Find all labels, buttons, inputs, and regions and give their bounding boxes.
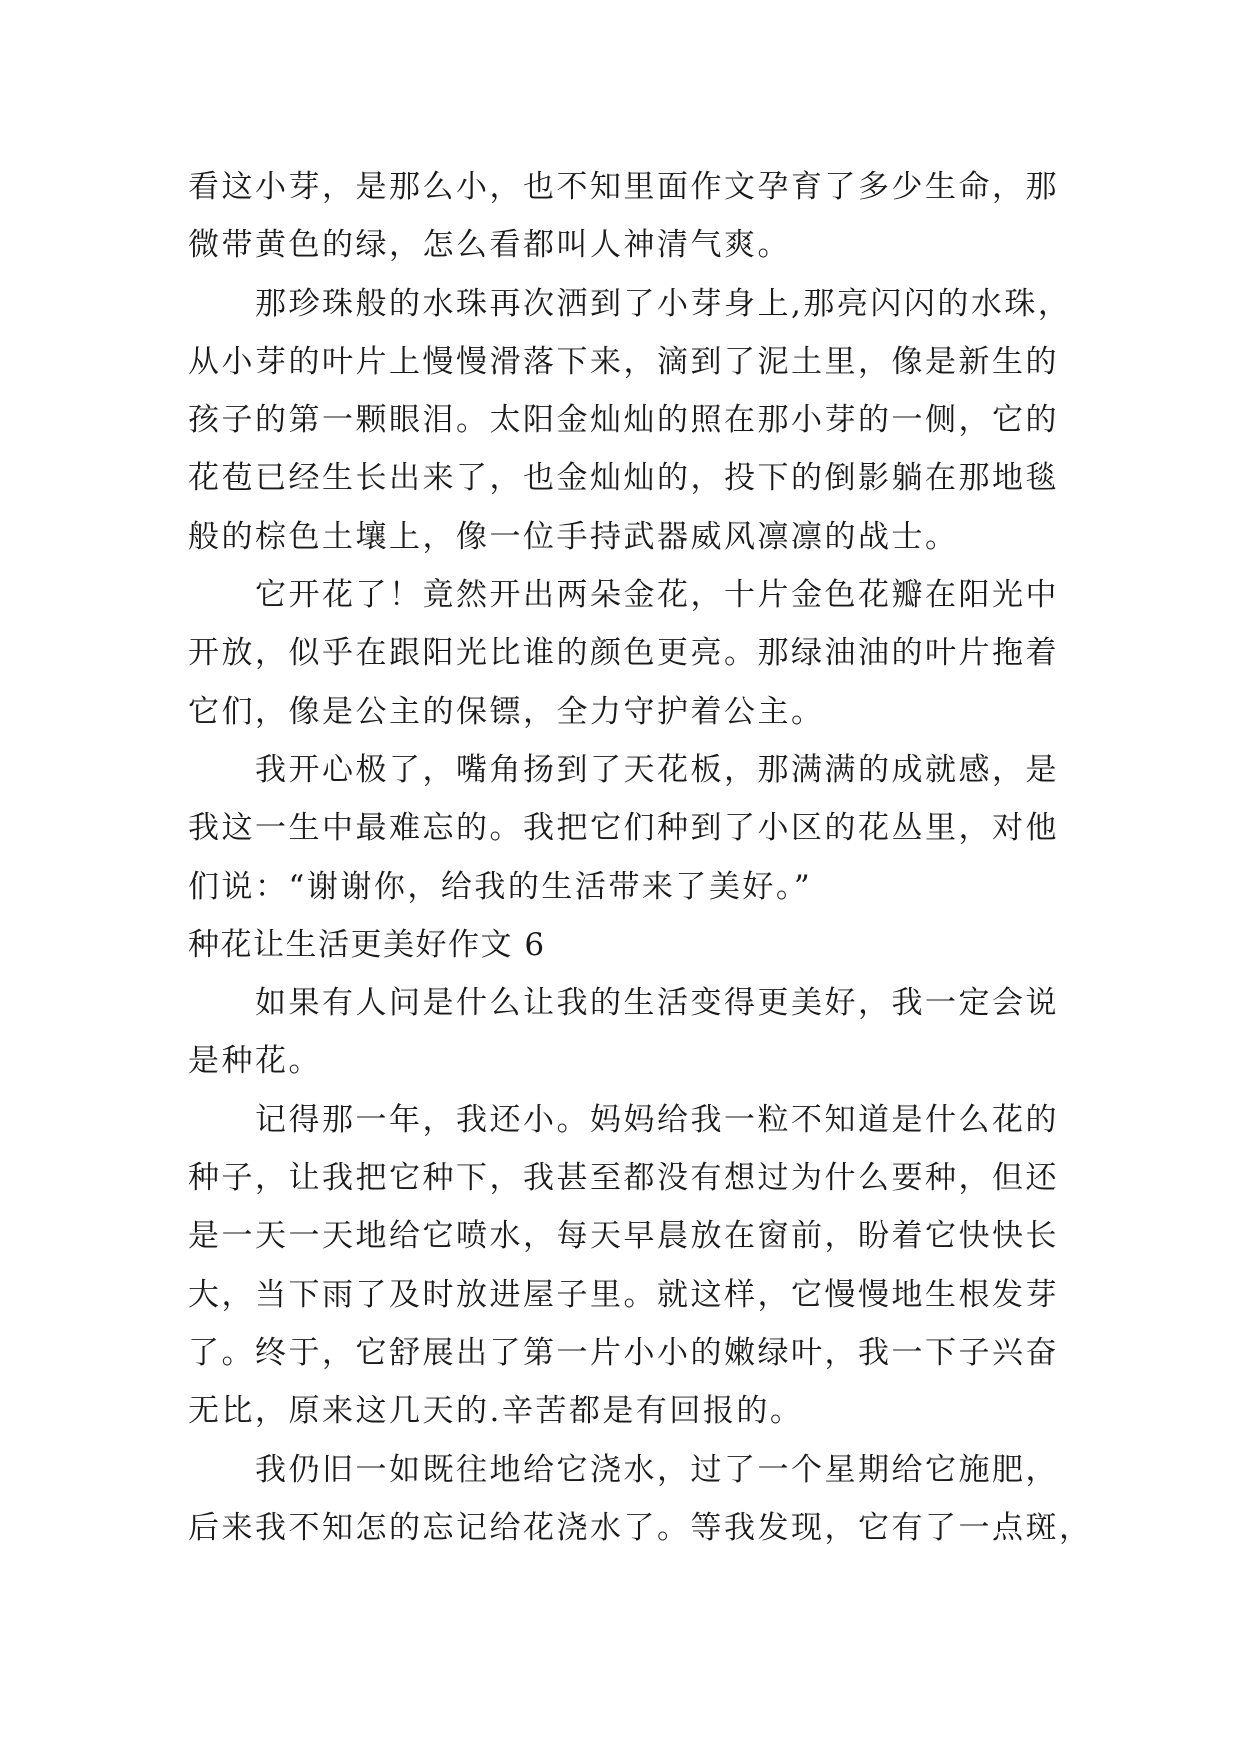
paragraph-start-line: 它开花了！竟然开出两朵金花，十片金色花瓣在阳光中 (255, 577, 1059, 614)
text-line: 是种花。 (188, 1043, 322, 1080)
paragraph-start-line: 我仍旧一如既往地给它浇水，过了一个星期给它施肥， (255, 1451, 1059, 1488)
text-line: 微带黄色的绿，怎么看都叫人神清气爽。 (188, 227, 791, 264)
text-line: 种子，让我把它种下，我甚至都没有想过为什么要种，但还 (188, 1160, 1059, 1197)
text-line: 大，当下雨了及时放进屋子里。就这样，它慢慢地生根发芽 (188, 1276, 1059, 1313)
text-line: 般的棕色土壤上，像一位手持武器威风凛凛的战士。 (188, 518, 959, 555)
paragraph-start-line: 那珍珠般的水珠再次洒到了小芽身上,那亮闪闪的水珠， (255, 285, 1072, 322)
paragraph-start-line: 我开心极了，嘴角扬到了天花板，那满满的成就感，是 (255, 751, 1059, 788)
text-line: 孩子的第一颗眼泪。太阳金灿灿的照在那小芽的一侧，它的 (188, 402, 1059, 439)
text-line: 是一天一天地给它喷水，每天早晨放在窗前，盼着它快快长 (188, 1218, 1059, 1255)
text-line: 后来我不知怎的忘记给花浇水了。等我发现，它有了一点斑， (188, 1509, 1093, 1546)
text-line: 花苞已经生长出来了，也金灿灿的，投下的倒影躺在那地毯 (188, 460, 1059, 497)
paragraph-start-line: 如果有人问是什么让我的生活变得更美好，我一定会说 (255, 985, 1059, 1022)
text-line: 无比，原来这几天的.辛苦都是有回报的。 (188, 1393, 804, 1430)
paragraph-start-line: 记得那一年，我还小。妈妈给我一粒不知道是什么花的 (255, 1101, 1059, 1138)
text-line: 我这一生中最难忘的。我把它们种到了小区的花丛里，对他 (188, 810, 1059, 847)
text-line: 开放，似乎在跟阳光比谁的颜色更亮。那绿油油的叶片拖着 (188, 635, 1059, 672)
document-body (188, 158, 1093, 1557)
text-line: 它们，像是公主的保镖，全力守护着公主。 (188, 693, 825, 730)
text-line: 看这小芽，是那么小，也不知里面作文孕育了多少生命，那 (188, 169, 1059, 205)
text-line: 从小芽的叶片上慢慢滑落下来，滴到了泥土里，像是新生的 (188, 343, 1059, 380)
text-line: 了。终于，它舒展出了第一片小小的嫩绿叶，我一下子兴奋 (188, 1334, 1059, 1371)
text-line: 们说：“谢谢你，给我的生活带来了美好。” (188, 868, 813, 905)
section-heading: 种花让生活更美好作文 6 (188, 926, 546, 963)
